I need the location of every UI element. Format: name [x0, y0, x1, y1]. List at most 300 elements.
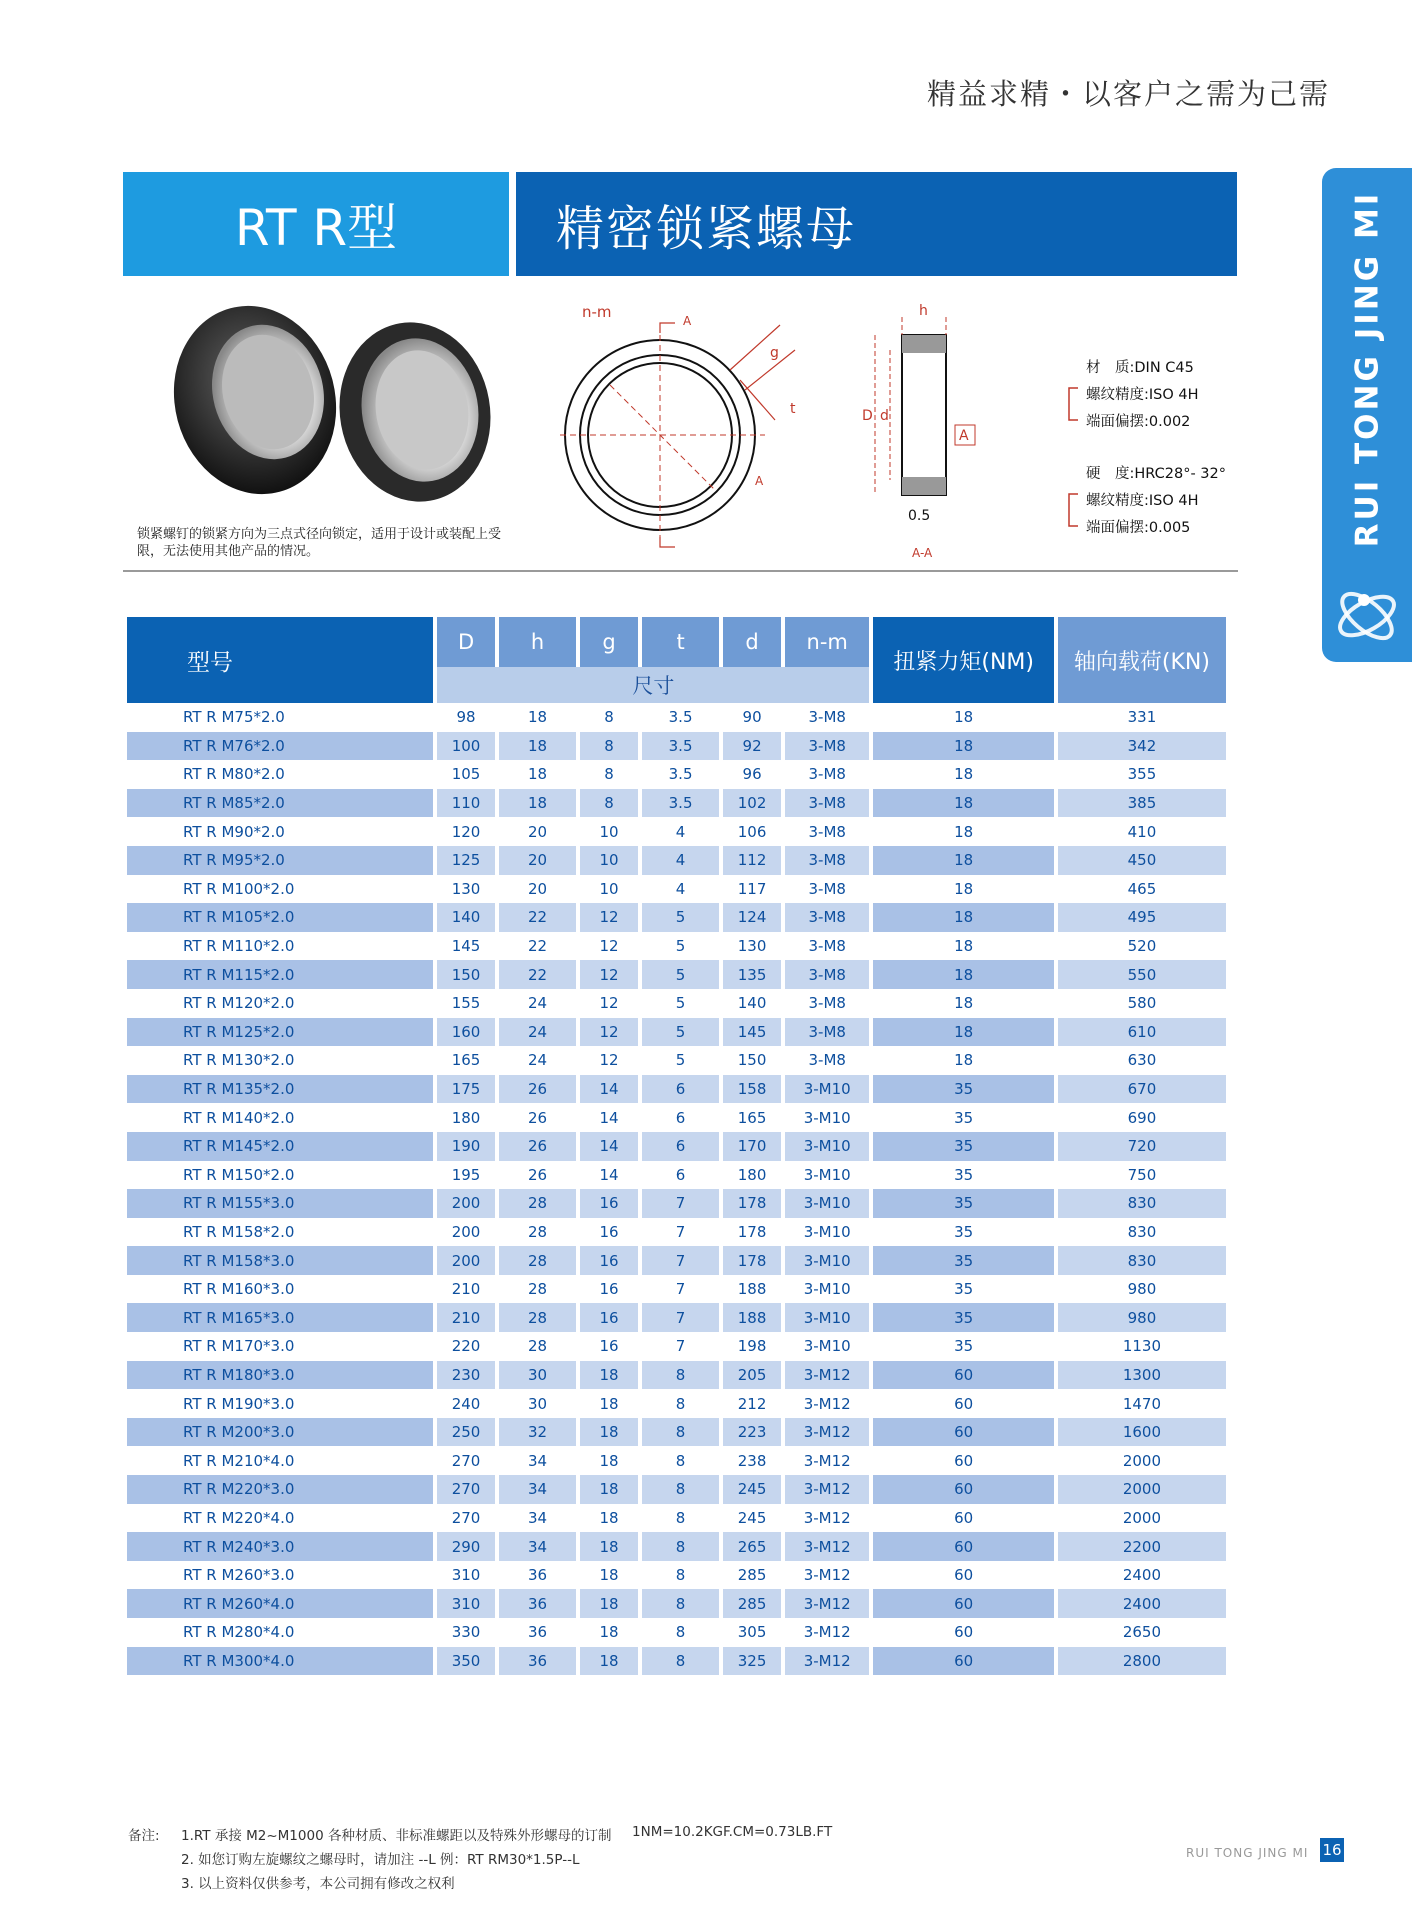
table-cell: 124: [723, 903, 781, 932]
label-05: 0.5: [908, 508, 931, 524]
table-cell: 178: [723, 1189, 781, 1218]
table-cell: 290: [437, 1532, 495, 1561]
table-cell: 60: [954, 1566, 974, 1585]
table-cell: 7: [642, 1246, 719, 1275]
table-cell: 145: [451, 937, 481, 956]
table-cell: RT R M140*2.0: [183, 1108, 295, 1127]
table-cell: 16: [599, 1280, 619, 1299]
table-cell: RT R M220*3.0: [127, 1475, 433, 1504]
label-g: g: [770, 345, 779, 361]
col-header-size: 尺寸: [437, 667, 869, 703]
section-divider: [123, 570, 1238, 572]
table-cell: 6: [675, 1108, 686, 1127]
table-cell: 3-M10: [803, 1337, 851, 1356]
table-cell: RT R M240*3.0: [127, 1532, 433, 1561]
table-cell: 35: [954, 1165, 974, 1184]
table-row: [127, 1389, 1226, 1418]
table-cell: 8: [675, 1566, 686, 1585]
label-h: h: [919, 303, 928, 319]
table-cell: 3-M10: [785, 1132, 870, 1161]
table-cell: RT R M115*2.0: [127, 960, 433, 989]
table-cell: 180: [737, 1165, 767, 1184]
table-cell: 200: [451, 1222, 481, 1241]
table-cell: 2000: [1122, 1451, 1162, 1470]
table-cell: 3-M10: [803, 1165, 851, 1184]
table-cell: 35: [954, 1222, 974, 1241]
table-cell: 36: [528, 1566, 548, 1585]
table-cell: 310: [437, 1589, 495, 1618]
table-cell: 2800: [1058, 1647, 1226, 1676]
table-cell: 140: [737, 994, 767, 1013]
table-cell: 18: [873, 789, 1053, 818]
table-cell: 158: [723, 1075, 781, 1104]
table-row: [127, 1275, 1226, 1304]
table-cell: RT R M210*4.0: [183, 1451, 295, 1470]
table-cell: 3-M10: [803, 1280, 851, 1299]
table-cell: RT R M158*3.0: [127, 1246, 433, 1275]
table-cell: 7: [642, 1303, 719, 1332]
table-cell: 60: [954, 1394, 974, 1413]
table-cell: 8: [642, 1475, 719, 1504]
table-cell: 3-M10: [803, 1222, 851, 1241]
table-cell: 10: [599, 822, 619, 841]
table-cell: 410: [1127, 822, 1157, 841]
table-cell: 20: [499, 846, 576, 875]
col-header-D: D: [437, 617, 495, 667]
table-cell: 102: [723, 789, 781, 818]
table-row: [127, 1161, 1226, 1190]
table-cell: 12: [599, 1051, 619, 1070]
table-cell: 3-M8: [785, 846, 870, 875]
table-cell: 22: [499, 960, 576, 989]
table-cell: 495: [1058, 903, 1226, 932]
table-cell: 8: [604, 708, 614, 727]
table-cell: 5: [642, 1018, 719, 1047]
table-cell: 98: [456, 708, 476, 727]
table-cell: 18: [873, 732, 1053, 761]
table-cell: 198: [737, 1337, 767, 1356]
table-cell: 110: [437, 789, 495, 818]
table-row: [127, 1218, 1226, 1247]
table-row: [127, 1361, 1226, 1390]
table-cell: 8: [604, 765, 614, 784]
spec-runout-2: 端面偏摆:0.005: [1086, 520, 1191, 536]
notes-label: 备注:: [128, 1828, 160, 1844]
table-cell: 18: [599, 1623, 619, 1642]
table-cell: 18: [954, 879, 974, 898]
table-cell: 35: [954, 1280, 974, 1299]
table-cell: 12: [580, 903, 638, 932]
table-cell: 2000: [1058, 1475, 1226, 1504]
table-cell: 60: [873, 1647, 1053, 1676]
table-cell: 10: [599, 879, 619, 898]
table-cell: 35: [873, 1075, 1053, 1104]
table-cell: 117: [737, 879, 767, 898]
table-cell: 16: [580, 1303, 638, 1332]
table-cell: 3.5: [668, 708, 693, 727]
table-cell: 24: [528, 994, 548, 1013]
table-cell: RT R M200*3.0: [127, 1418, 433, 1447]
spec-hardness: 硬 度:HRC28°- 32°: [1086, 466, 1227, 482]
table-cell: 750: [1127, 1165, 1157, 1184]
table-cell: 24: [499, 1018, 576, 1047]
table-cell: 35: [954, 1337, 974, 1356]
table-cell: 18: [599, 1451, 619, 1470]
table-cell: RT R M260*4.0: [127, 1589, 433, 1618]
table-cell: 8: [642, 1647, 719, 1676]
table-cell: 35: [873, 1132, 1053, 1161]
table-cell: 18: [580, 1418, 638, 1447]
table-row: [127, 1446, 1226, 1475]
table-cell: 7: [675, 1280, 686, 1299]
table-cell: 18: [954, 994, 974, 1013]
table-cell: 130: [451, 879, 481, 898]
table-cell: 8: [642, 1418, 719, 1447]
table-cell: 14: [580, 1075, 638, 1104]
table-cell: 8: [580, 732, 638, 761]
table-cell: RT R M170*3.0: [183, 1337, 295, 1356]
table-cell: 106: [737, 822, 767, 841]
table-cell: RT R M150*2.0: [183, 1165, 295, 1184]
table-cell: 60: [954, 1508, 974, 1527]
table-cell: 18: [499, 732, 576, 761]
table-cell: 980: [1127, 1280, 1157, 1299]
table-cell: 18: [580, 1532, 638, 1561]
unit-conversion: 1NM=10.2KGF.CM=0.73LB.FT: [632, 1824, 833, 1840]
table-cell: 18: [580, 1475, 638, 1504]
table-cell: 36: [499, 1589, 576, 1618]
table-cell: 450: [1058, 846, 1226, 875]
table-cell: RT R M95*2.0: [127, 846, 433, 875]
table-row: [127, 1589, 1226, 1618]
table-cell: 34: [499, 1532, 576, 1561]
table-cell: 238: [737, 1451, 767, 1470]
table-cell: 3-M12: [785, 1532, 870, 1561]
label-t: t: [790, 401, 796, 417]
table-cell: 35: [873, 1303, 1053, 1332]
table-cell: 96: [742, 765, 762, 784]
table-cell: 265: [723, 1532, 781, 1561]
table-cell: RT R M80*2.0: [183, 765, 285, 784]
spec-material: 材 质:DIN C45: [1086, 360, 1194, 376]
table-cell: 270: [437, 1475, 495, 1504]
side-tab-label: RUI TONG JING MI: [1349, 190, 1385, 548]
table-cell: 285: [723, 1589, 781, 1618]
note-3: 3. 以上资料仅供参考，本公司拥有修改之权利: [181, 1876, 455, 1892]
table-cell: 8: [642, 1361, 719, 1390]
label-a-bottom: A: [755, 474, 764, 488]
table-row: [127, 1418, 1226, 1447]
table-cell: 240: [451, 1394, 481, 1413]
table-cell: 34: [528, 1508, 548, 1527]
table-row: [127, 932, 1226, 961]
table-cell: 1600: [1058, 1418, 1226, 1447]
table-row: [127, 1018, 1226, 1047]
table-cell: 3-M10: [785, 1303, 870, 1332]
table-cell: 670: [1058, 1075, 1226, 1104]
table-cell: 26: [499, 1132, 576, 1161]
table-cell: 200: [437, 1189, 495, 1218]
table-cell: 3-M8: [785, 960, 870, 989]
table-cell: 325: [723, 1647, 781, 1676]
table-cell: 165: [451, 1051, 481, 1070]
table-cell: 3-M12: [785, 1475, 870, 1504]
table-cell: 8: [675, 1623, 686, 1642]
table-cell: 6: [642, 1132, 719, 1161]
table-cell: RT R M135*2.0: [127, 1075, 433, 1104]
table-cell: 18: [528, 765, 548, 784]
table-cell: 3-M8: [785, 903, 870, 932]
table-cell: 310: [451, 1566, 481, 1585]
table-cell: 3-M8: [808, 937, 846, 956]
table-row: [127, 817, 1226, 846]
table-cell: 125: [437, 846, 495, 875]
table-cell: 223: [723, 1418, 781, 1447]
table-cell: 135: [723, 960, 781, 989]
table-row: [127, 1132, 1226, 1161]
table-cell: 630: [1127, 1051, 1157, 1070]
table-cell: 1130: [1122, 1337, 1162, 1356]
label-a-top: A: [683, 314, 692, 328]
table-cell: 3-M8: [808, 765, 846, 784]
table-cell: 32: [499, 1418, 576, 1447]
table-cell: 720: [1058, 1132, 1226, 1161]
table-cell: RT R M300*4.0: [127, 1647, 433, 1676]
table-cell: 26: [528, 1165, 548, 1184]
table-cell: RT R M110*2.0: [183, 937, 295, 956]
table-cell: RT R M75*2.0: [183, 708, 285, 727]
table-cell: 180: [451, 1108, 481, 1127]
table-cell: 3-M12: [803, 1394, 851, 1413]
table-cell: 3-M10: [785, 1075, 870, 1104]
table-cell: 14: [599, 1108, 619, 1127]
table-cell: 980: [1058, 1303, 1226, 1332]
table-cell: 270: [451, 1508, 481, 1527]
col-header-load: 轴向载荷(KN): [1058, 617, 1226, 703]
table-cell: 10: [580, 846, 638, 875]
table-cell: 28: [528, 1337, 548, 1356]
table-cell: 18: [580, 1647, 638, 1676]
table-cell: 18: [954, 937, 974, 956]
table-cell: 140: [437, 903, 495, 932]
table-cell: 18: [954, 822, 974, 841]
table-cell: 331: [1127, 708, 1157, 727]
table-cell: 24: [528, 1051, 548, 1070]
table-cell: 18: [580, 1589, 638, 1618]
table-cell: 170: [723, 1132, 781, 1161]
table-row: [127, 989, 1226, 1018]
table-cell: 5: [675, 937, 686, 956]
spec-bracket-1: [1066, 386, 1080, 422]
table-cell: 60: [873, 1475, 1053, 1504]
table-cell: 3-M10: [785, 1246, 870, 1275]
table-cell: 92: [723, 732, 781, 761]
label-D: D: [862, 408, 873, 424]
table-row: [127, 1475, 1226, 1504]
table-cell: 60: [954, 1623, 974, 1642]
table-cell: 34: [528, 1451, 548, 1470]
table-row: [127, 1647, 1226, 1676]
table-row: [127, 760, 1226, 789]
spec-bracket-2: [1066, 492, 1080, 528]
table-cell: 18: [873, 960, 1053, 989]
table-cell: 3-M12: [785, 1589, 870, 1618]
label-d: d: [880, 408, 889, 424]
table-cell: 1470: [1122, 1394, 1162, 1413]
table-cell: 465: [1127, 879, 1157, 898]
table-cell: 100: [437, 732, 495, 761]
footer-brand: RUI TONG JING MI: [1186, 1846, 1309, 1860]
table-cell: 3-M10: [785, 1189, 870, 1218]
table-cell: RT R M130*2.0: [183, 1051, 295, 1070]
table-row: [127, 1561, 1226, 1590]
table-cell: 4: [675, 822, 686, 841]
table-cell: 22: [528, 937, 548, 956]
table-cell: 355: [1127, 765, 1157, 784]
table-cell: 14: [580, 1132, 638, 1161]
table-cell: 18: [528, 708, 548, 727]
table-cell: 8: [642, 1589, 719, 1618]
table-cell: 18: [873, 1018, 1053, 1047]
table-cell: 18: [954, 1051, 974, 1070]
table-cell: 160: [437, 1018, 495, 1047]
table-cell: 305: [737, 1623, 767, 1642]
table-cell: 3.5: [668, 765, 693, 784]
table-row: [127, 1532, 1226, 1561]
table-cell: 60: [873, 1589, 1053, 1618]
table-cell: 12: [580, 1018, 638, 1047]
table-cell: 8: [580, 789, 638, 818]
table-cell: 205: [723, 1361, 781, 1390]
table-cell: 830: [1058, 1246, 1226, 1275]
table-cell: 3-M8: [808, 822, 846, 841]
table-cell: 2650: [1122, 1623, 1162, 1642]
table-row: [127, 732, 1226, 761]
table-cell: 3-M8: [808, 879, 846, 898]
table-cell: 3.5: [642, 732, 719, 761]
col-header-d: d: [723, 617, 781, 667]
table-cell: 18: [599, 1566, 619, 1585]
table-cell: 20: [528, 822, 548, 841]
slogan: 精益求精・以客户之需为己需: [926, 77, 1330, 111]
table-cell: 175: [437, 1075, 495, 1104]
table-cell: 5: [642, 903, 719, 932]
table-cell: 580: [1127, 994, 1157, 1013]
table-cell: 245: [737, 1508, 767, 1527]
table-cell: 200: [437, 1246, 495, 1275]
table-cell: 220: [451, 1337, 481, 1356]
table-cell: 12: [599, 937, 619, 956]
table-cell: 3.5: [642, 789, 719, 818]
table-cell: 18: [580, 1361, 638, 1390]
table-cell: 112: [723, 846, 781, 875]
col-header-t: t: [642, 617, 719, 667]
table-cell: 190: [437, 1132, 495, 1161]
table-cell: 28: [499, 1189, 576, 1218]
table-cell: 245: [723, 1475, 781, 1504]
col-header-model: 型号: [127, 617, 433, 703]
table-cell: 3-M8: [785, 1018, 870, 1047]
table-cell: 3-M8: [785, 789, 870, 818]
table-cell: 3-M12: [785, 1418, 870, 1447]
table-cell: 8: [675, 1508, 686, 1527]
table-cell: 520: [1127, 937, 1157, 956]
table-cell: 830: [1058, 1189, 1226, 1218]
table-cell: 18: [954, 765, 974, 784]
table-cell: 342: [1058, 732, 1226, 761]
table-cell: 28: [499, 1303, 576, 1332]
table-cell: 690: [1127, 1108, 1157, 1127]
table-cell: RT R M76*2.0: [127, 732, 433, 761]
table-cell: 60: [873, 1532, 1053, 1561]
table-cell: RT R M280*4.0: [183, 1623, 295, 1642]
note-2: 2. 如您订购左旋螺纹之螺母时，请加注 --L 例：RT RM30*1.5P--L: [181, 1852, 580, 1868]
table-cell: 330: [451, 1623, 481, 1642]
table-cell: RT R M85*2.0: [127, 789, 433, 818]
table-row: [127, 960, 1226, 989]
table-cell: 2200: [1058, 1532, 1226, 1561]
table-cell: 18: [599, 1394, 619, 1413]
table-cell: 7: [675, 1337, 686, 1356]
table-cell: 26: [499, 1075, 576, 1104]
table-cell: 120: [451, 822, 481, 841]
table-row: [127, 1303, 1226, 1332]
spec-thread-2: 螺纹精度:ISO 4H: [1086, 493, 1199, 509]
table-cell: 60: [873, 1418, 1053, 1447]
table-cell: 36: [499, 1647, 576, 1676]
table-cell: 178: [723, 1246, 781, 1275]
table-cell: 3-M12: [803, 1566, 851, 1585]
table-cell: 2400: [1122, 1566, 1162, 1585]
table-cell: RT R M120*2.0: [183, 994, 295, 1013]
table-cell: 60: [954, 1451, 974, 1470]
table-cell: 3-M12: [803, 1451, 851, 1470]
col-header-g: g: [580, 617, 638, 667]
table-row: [127, 1618, 1226, 1647]
table-cell: 130: [737, 937, 767, 956]
table-cell: 18: [499, 789, 576, 818]
table-cell: 2000: [1122, 1508, 1162, 1527]
table-cell: 4: [675, 879, 686, 898]
table-cell: 7: [642, 1189, 719, 1218]
table-cell: 285: [737, 1566, 767, 1585]
table-cell: 18: [954, 708, 974, 727]
table-row: [127, 1332, 1226, 1361]
table-cell: 5: [675, 994, 686, 1013]
table-cell: 20: [528, 879, 548, 898]
table-row: [127, 789, 1226, 818]
table-cell: RT R M190*3.0: [183, 1394, 295, 1413]
spec-thread-1: 螺纹精度:ISO 4H: [1086, 387, 1199, 403]
table-cell: 18: [873, 846, 1053, 875]
table-cell: 14: [599, 1165, 619, 1184]
table-cell: 8: [675, 1451, 686, 1470]
table-cell: 8: [642, 1532, 719, 1561]
table-cell: 6: [675, 1165, 686, 1184]
table-cell: 188: [737, 1280, 767, 1299]
table-cell: 30: [499, 1361, 576, 1390]
table-cell: 1300: [1058, 1361, 1226, 1390]
table-cell: 16: [599, 1337, 619, 1356]
table-cell: RT R M125*2.0: [127, 1018, 433, 1047]
table-row: [127, 1246, 1226, 1275]
table-cell: RT R M165*3.0: [127, 1303, 433, 1332]
table-cell: 26: [528, 1108, 548, 1127]
table-cell: 35: [873, 1189, 1053, 1218]
table-cell: 2400: [1058, 1589, 1226, 1618]
table-cell: RT R M158*2.0: [183, 1222, 295, 1241]
table-cell: 7: [675, 1222, 686, 1241]
